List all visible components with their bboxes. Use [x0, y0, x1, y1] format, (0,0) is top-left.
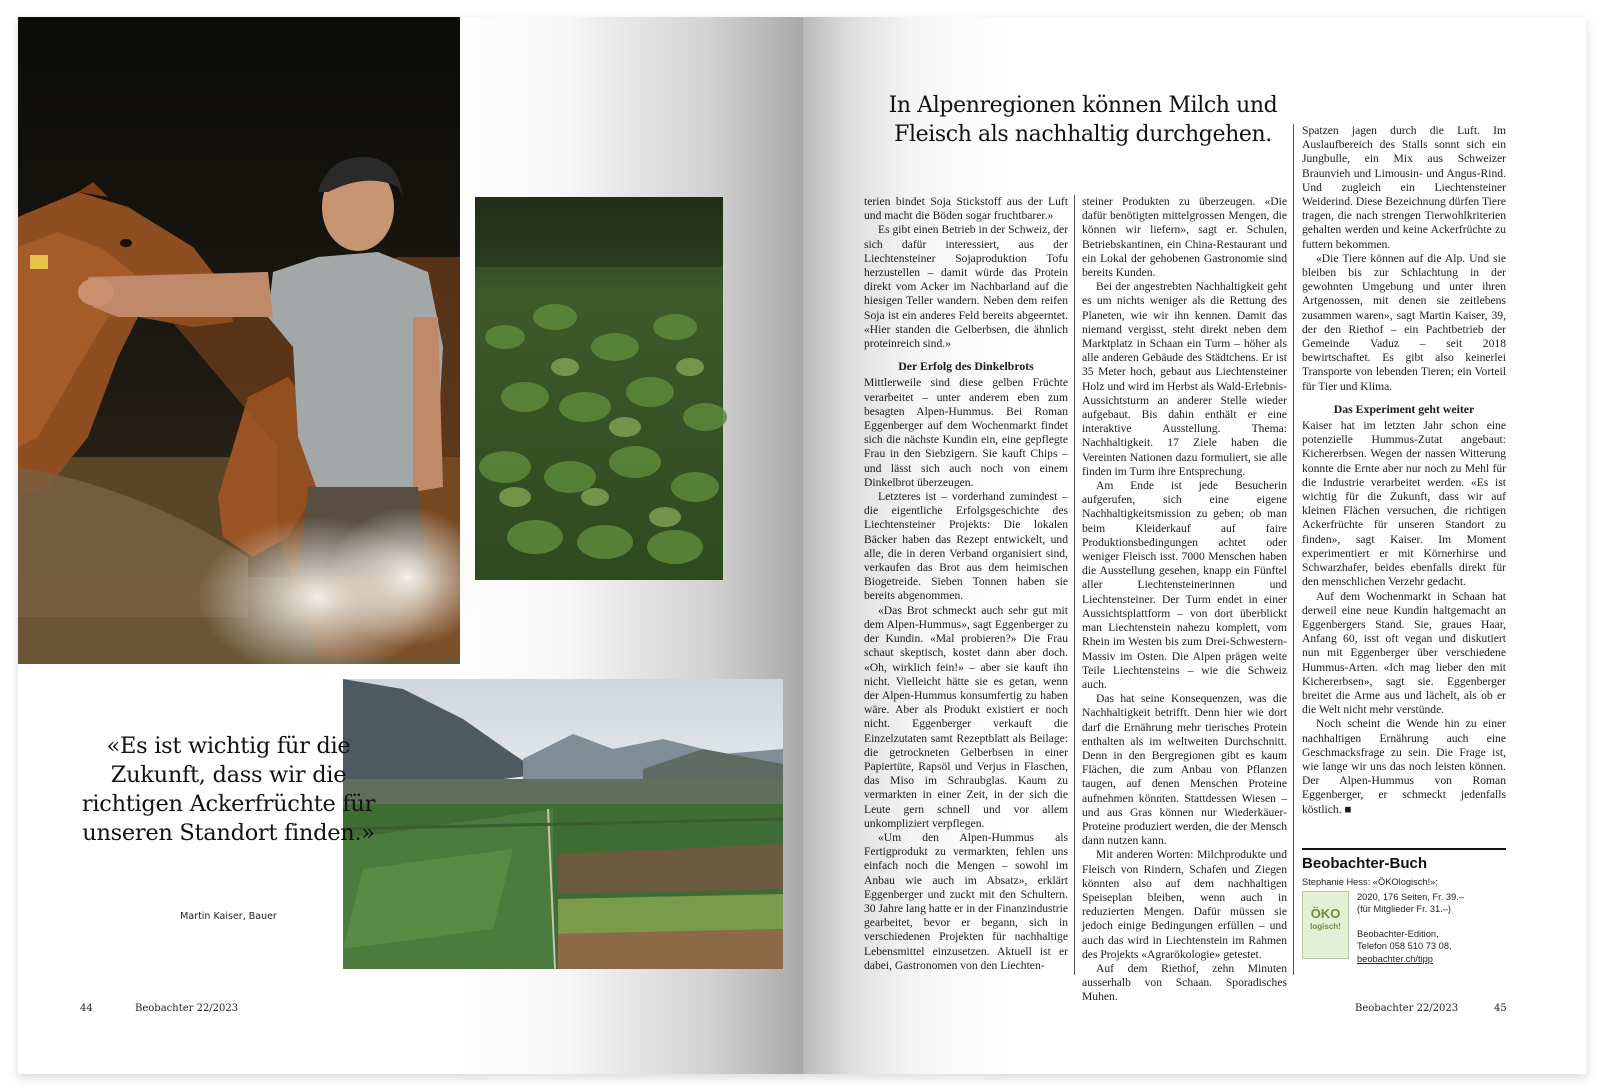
- paragraph: Am Ende ist jede Besucherin aufgerufen, sich eine eigene Nachhaltigkeitsmission zu geben; ob man beim Kleiderkauf auf faire Produktionsbedingungen achtet oder weniger Fleisch isst. 7000 Menschen haben die Ausstellung gesehen, knapp ein Fünftel aller Liechtensteinerinnen und Liechtensteiner. Der Turm endet in einer Aussichtsplattform – von dort überblickt man Liechtenstein nahezu komplett, vom Rhein im Westen bis zum Drei-Schwestern-Massiv im Osten. Die Alpen prägen weite Teile Liechtensteins – wie die Schweiz auch.: [1082, 479, 1287, 691]
- page-number-left: 44: [80, 1003, 93, 1014]
- text-column-3: [1302, 124, 1506, 836]
- book-details: 2020, 176 Seiten, Fr. 39.–: [1357, 891, 1464, 902]
- pull-quote: «Es ist wichtig für die Zukunft, dass wir die richtigen Ackerfrüchte für unseren Standort finden.»: [81, 733, 376, 846]
- page-number-right: 45: [1494, 1003, 1507, 1014]
- book-box-rule: [1302, 848, 1506, 850]
- paragraph: Mittlerweile sind diese gelben Früchte verarbeitet – unter anderem eben zum besagten Alpen-Hummus. Bei Roman Eggenberger auf dem Wochenmarkt findet sich die nächste Kundin ein, eine gepflegte Frau in den Siebzigern. Sie kauft Chips – und lässt sich auch noch von einem Dinkelbrot überzeugen.: [864, 376, 1068, 489]
- paragraph: Auf dem Riethof, zehn Minuten ausserhalb von Schaan. Sporadisches Muhen.: [1082, 961, 1287, 1004]
- right-page: [803, 17, 1586, 1074]
- paragraph: Bei der angestrebten Nachhaltigkeit geht es um nichts weniger als die Rettung des Planeten, wie wir ihn kennen. Damit das niemand vergisst, steht direkt neben dem Marktplatz in Schaan ein Turm – höher als alle anderen Gebäude des Städtchens. Er ist 35 Meter hoch, gebaut aus Liechtensteiner Holz und wird im Herbst als Wald-Erlebnis-Aussichtsturm an anderer Stelle wieder aufgebaut. Bis dahin enthält er eine interaktive Ausstellung. Thema: Nachhaltigkeit. 17 Ziele haben die Vereinten Nationen dazu formuliert, sie alle finden im Turm ihre Entsprechung.: [1082, 280, 1287, 478]
- paragraph: Auf dem Wochenmarkt in Schaan hat derweil eine neue Kundin haltgemacht an Eggenbergers Stand. Sie, graues Haar, Anfang 60, isst oft vegan und diskutiert nun mit Eggenberger über verschiedene Hummus-Arten. «Ich mag lieber den mit Kichererbsen», sagt sie. Eggenberger breitet die Arme aus und lächelt, als ob er die Welt nicht mehr verstünde.: [1302, 589, 1506, 717]
- subheading: Der Erfolg des Dinkelbrots: [898, 359, 1034, 374]
- paragraph: steiner Produkten zu überzeugen. «Die dafür benötigten mittelgrossen Mengen, die können wir liefern», sagt er. Schulen, Betriebskantinen, ein China-Restaurant und ein Lokal der gehobenen Gastronomie sind bereits Kunden.: [1082, 195, 1287, 280]
- book-member-price: (für Mitglieder Fr. 31.–): [1357, 904, 1452, 915]
- paragraph: Kaiser hat im letzten Jahr schon eine potenzielle Hummus-Zutat angebaut: Kichererbsen. Wegen der nassen Witterung konnte die Ernte aber nur noch zu Mehl für die Industrie verarbeitet werden. «Es ist wichtig für die Zukunft, dass wir auf kleinen Flächen versuchen, die richtigen Ackerfrüchte für unseren Standort zu finden», sagt Kaiser. Im Moment experimentiert er mit Körnerhirse und Schwarzhafer, beides ebenfalls direkt für den menschlichen Verzehr gedacht.: [1302, 419, 1506, 589]
- headline: In Alpenregionen können Milch und Fleisch als nachhaltig durchgehen.: [888, 93, 1278, 147]
- book-cover-title: ÖKO: [1310, 905, 1341, 921]
- photo-farmer-with-cows: [18, 17, 460, 664]
- book-cover-image: [1302, 891, 1349, 959]
- paragraph: «Die Tiere können auf die Alp. Und sie bleiben bis zur Schlachtung in der gewohnten Umgebung und unter ihren Artgenossen, mit denen sie zeitlebens zusammen waren», sagt Martin Kaiser, 39, der den Riethof – ein Pachtbetrieb der Gemeinde Vaduz – seit 2018 bewirtschaftet. Es gibt also keinerlei Transporte von lebenden Tieren; ein Vorteil für Tier und Klima.: [1302, 251, 1506, 393]
- paragraph: Das hat seine Konsequenzen, was die Nachhaltigkeit betrifft. Denn hier wie dort darf die Ernährung mehr tierisches Protein enthalten als im weltweiten Durchschnitt. Denn in den Bergregionen gibt es kaum Flächen, die zum Anbau von Pflanzen taugen, auf denen Menschen Proteine aufnehmen könnten. Stattdessen Wiesen – und aus Gras können nur Wiederkäuer-Proteine produziert werden, die der Mensch dann nutzen kann.: [1082, 692, 1287, 848]
- book-author-line: Stephanie Hess: «ÖKOlogisch!»;: [1302, 877, 1438, 887]
- text-column-1: [864, 195, 1068, 975]
- book-edition: Beobachter-Edition,: [1357, 928, 1439, 939]
- paragraph: «Um den Alpen-Hummus als Fertigprodukt zu vermarkten, fehlen uns einfach noch die Mengen – sowohl im Anbau wie auch im Absatz», erklärt Eggenberger und zuckt mit den Schultern. 30 Jahre lang hatte er in der Finanzindustrie gearbeitet, bevor er begann, sich in verschiedenen Projekten für nachhaltige Lebensmittel einzusetzen. Aktuell ist er dabei, Gastronomen von den Liechten-: [864, 830, 1068, 972]
- column-rule: [1074, 195, 1075, 975]
- issue-label-left: Beobachter 22/2023: [135, 1003, 239, 1014]
- book-phone: Telefon 058 510 73 08,: [1357, 941, 1452, 952]
- paragraph: Letzteres ist – vorderhand zumindest – die eigentliche Erfolgsgeschichte des Liechtensteiner Projekts: Die lokalen Bäcker haben das Rezept entwickelt, und alle, die in deren Verband organisiert sind, verkaufen das Brot aus dem heimischen Biogetreide. Sieben Tonnen haben sie bereits abgenommen.: [864, 490, 1068, 603]
- paragraph: terien bindet Soja Stickstoff aus der Luft und macht die Böden sogar fruchtbarer.»: [864, 195, 1068, 223]
- book-cover-subtitle: logisch!: [1310, 921, 1341, 931]
- paragraph: Noch scheint die Wende hin zu einer nachhaltigen Ernährung auch eine Geschmacksfrage zu sein. Die Frage ist, wie lange wir uns das noch leisten können. Der Alpen-Hummus von Roman Eggenberger, er schmeckt jedenfalls köstlich. ■: [1302, 717, 1506, 816]
- photo-valley-aerial: [343, 679, 783, 969]
- book-recommendation: [1302, 848, 1506, 966]
- book-link[interactable]: beobachter.ch/tipp: [1357, 953, 1433, 964]
- paragraph: Es gibt einen Betrieb in der Schweiz, der sich dafür interessiert, aus der Liechtensteiner Sojaproduktion Tofu herzustellen – damit würde das Protein direkt vom Acker im Nachbarland auf die hiesigen Teller wandern. Neben dem reifen Soja ist ein anderes Feld bereits abgeerntet. «Hier standen die Gelberbsen, die ähnlich proteinreich sind.»: [864, 223, 1068, 351]
- subheading: Das Experiment geht weiter: [1333, 401, 1475, 416]
- pull-quote-author: Martin Kaiser, Bauer: [180, 911, 277, 922]
- paragraph: Mit anderen Worten: Milchprodukte und Fleisch von Rindern, Schafen und Ziegen könnten also auf dem nachhaltigen Speiseplan bleiben, wenn auch in reduzierten Mengen. Dafür müssen sie jedoch einige Bedingungen erfüllen – und auch das wird in Liechtenstein im Rahmen des Projekts «Agrarökologie» getestet.: [1082, 848, 1287, 961]
- text-column-2: [1082, 195, 1287, 1004]
- magazine-spread: [18, 17, 1586, 1074]
- issue-label-right: Beobachter 22/2023: [1355, 1003, 1459, 1014]
- left-page: [18, 17, 803, 1074]
- book-box-title: Beobachter-Buch: [1302, 855, 1428, 872]
- column-rule: [1293, 124, 1294, 975]
- photo-soy-field: [475, 197, 723, 580]
- paragraph: «Das Brot schmeckt auch sehr gut mit dem Alpen-Hummus», sagt Eggenberger zu der Kundin. «Mal probieren?» Die Frau schaut skeptisch, kostet dann aber doch. «Oh, wirklich fein!» – aber sie kauft ihn nicht. Vielleicht hätte sie es getan, wenn der Alpen-Hummus konsumfertig zu haben wäre. Aber als Produkt existiert er noch nicht. Eggenberger verkauft die Einzelzutaten samt Rezeptblatt als Beilage: die getrockneten Gelberbsen in einer Papiertüte, Rapsöl und Verjus in Flaschen, das Miso im Schraubglas. Kaum zu vermarkten in einer Zeit, in der sich die Leute gern schnell und vor allem unkompliziert verpflegen.: [864, 603, 1068, 830]
- paragraph: Spatzen jagen durch die Luft. Im Auslaufbereich des Stalls sonnt sich ein Jungbulle, ein Mix aus Schweizer Braunvieh und Limousin- und Angus-Rind. Und zugleich ein Liechtensteiner Weiderind. Diese Bezeichnung dürfen Tiere tragen, die nach strengen Tierwohlkriterien gehalten werden und keine Ackerfrüchte zu futtern bekommen.: [1302, 124, 1506, 251]
